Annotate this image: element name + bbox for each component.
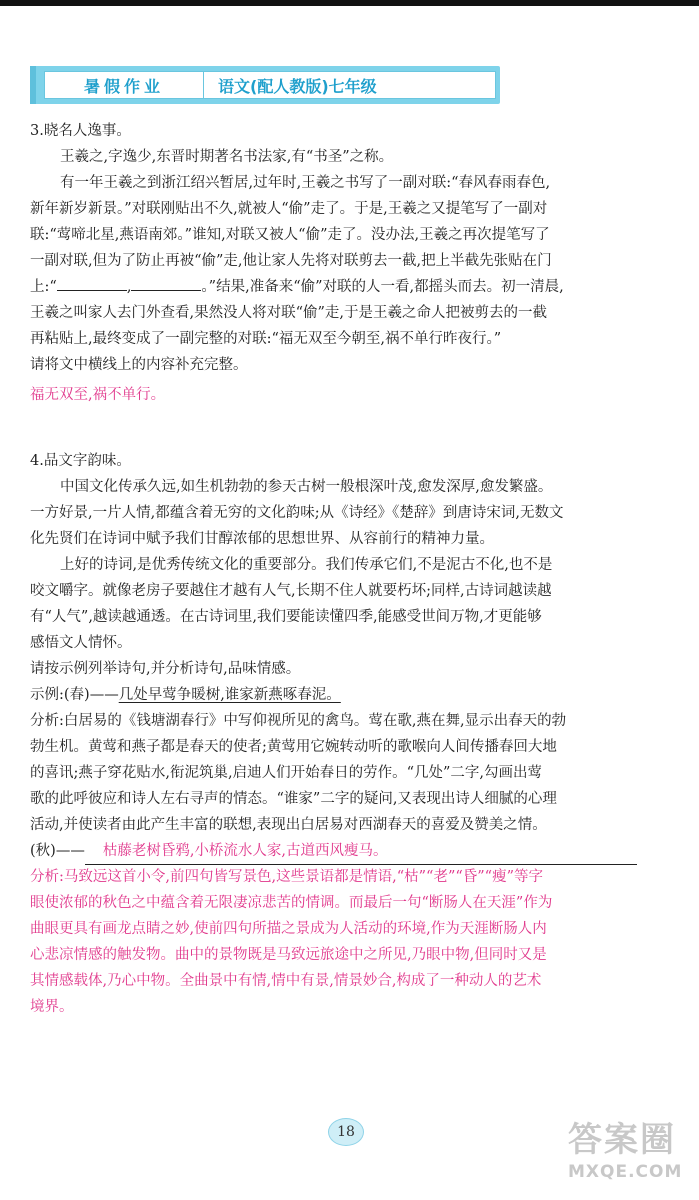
q4-example: [30, 682, 670, 708]
q4-para2-line: 有“人气”,越读越通透。在古诗词里,我们要能读懂四季,能感受世间万物,才更能够: [30, 609, 542, 625]
q4-para1-line: 中国文化传承久远,如生机勃勃的参天古树一般根深叶茂,愈发深厚,愈发繁盛。: [60, 479, 553, 495]
top-edge-bar: [0, 0, 699, 6]
watermark-title: 答案圈: [568, 1120, 676, 1160]
q4-analysis-line: 分析:白居易的《钱塘湖春行》中写仰视所见的禽鸟。莺在歌,燕在舞,显示出春天的勃: [30, 713, 567, 729]
page-content: [30, 118, 670, 1020]
q3-blank-line: [30, 274, 670, 300]
page-number: 18: [328, 1118, 364, 1146]
q4-autumn-analysis-line: 境界。: [30, 999, 74, 1015]
q4-title: 4.品文字韵味。: [30, 453, 131, 469]
q4-analysis-line: 活动,并使读者由此产生丰富的联想,表现出白居易对西湖春天的喜爱及赞美之情。: [30, 817, 547, 833]
q3-para2-line: 有一年王羲之到浙江绍兴暂居,过年时,王羲之书写了一副对联:“春风春雨春色,: [60, 175, 551, 191]
q3-blank-1[interactable]: [57, 274, 127, 291]
q4-para2-line: 感悟文人情怀。: [30, 635, 132, 651]
q4-autumn-analysis-line: 分析:马致远这首小令,前四句皆写景色,这些景语都是情语,“枯”“老”“昏”“瘦”等字: [30, 869, 544, 885]
q3-paragraph-1: 王羲之,字逸少,东晋时期著名书法家,有“书圣”之称。: [60, 149, 394, 165]
q4-autumn-analysis-line: 其情感载体,乃心中物。全曲景中有情,情中有景,情景妙合,构成了一种动人的艺术: [30, 973, 542, 989]
header-subject-label: 语文(配人教版)七年级: [218, 76, 377, 96]
q4-autumn-analysis-line: 曲眼更具有画龙点睛之妙,使前四句所描之景成为人活动的环境,作为天涯断肠人内: [30, 921, 547, 937]
q4-example-poem: 几处早莺争暖树,谁家新燕啄春泥。: [118, 687, 341, 703]
watermark-url: MXQE.COM: [568, 1162, 683, 1182]
q3-blank-2[interactable]: [131, 274, 201, 291]
q4-autumn-analysis-line: 眼使浓郁的秋色之中蕴含着无限凄凉悲苦的情调。而最后一句“断肠人在天涯”作为: [30, 895, 553, 911]
q4-autumn-row: [30, 838, 670, 864]
q3-blank-suffix: 。”结果,准备来“偷”对联的人一看,都摇头而去。初一清晨,: [201, 279, 564, 295]
q3-blank-prefix: 上:“: [30, 279, 57, 295]
q4-analysis-line: 勃生机。黄莺和燕子都是春天的使者;黄莺用它婉转动听的歌喉向人间传播春回大地: [30, 739, 557, 755]
q3-prompt: 请将文中横线上的内容补充完整。: [30, 357, 248, 373]
q4-analysis-line: 歌的此呼彼应和诗人左右寻声的情态。“谁家”二字的疑问,又表现出诗人细腻的心理: [30, 791, 557, 807]
header-box: [44, 71, 496, 99]
q3-para2-line: 一副对联,但为了防止再被“偷”走,他让家人先将对联剪去一截,把上半截先张贴在门: [30, 253, 552, 269]
header-workbook-label: 暑假作业: [45, 72, 204, 98]
q3-para2-line: 新年新岁新景。”对联刚贴出不久,就被人“偷”走了。于是,王羲之又提笔写了一副对: [30, 201, 548, 217]
q4-autumn-analysis-line: 心悲凉情感的触发物。曲中的景物既是马致远旅途中之所见,乃眼中物,但同时又是: [30, 947, 547, 963]
q4-analysis-line: 的喜讯;燕子穿花贴水,衔泥筑巢,启迪人们开始春日的劳作。“几处”二字,勾画出莺: [30, 765, 543, 781]
q3-para2-line: 联:“莺啼北星,燕语南郊。”谁知,对联又被人“偷”走了。没办法,王羲之再次提笔写了: [30, 227, 550, 243]
header-accent-strip: [30, 66, 36, 104]
watermark-logo: [568, 1118, 688, 1190]
q4-autumn-prefix: (秋)——: [30, 843, 85, 859]
q4-para1-line: 化先贤们在诗词中赋予我们甘醇浓郁的思想世界、从容前行的精神力量。: [30, 531, 494, 547]
q3-para2-line: 再粘贴上,最终变成了一副完整的对联:“福无双至今朝至,祸不单行昨夜行。”: [30, 331, 502, 347]
q4-example-prefix: 示例:(春)——: [30, 687, 119, 703]
q4-autumn-answer[interactable]: 枯藤老树昏鸦,小桥流水人家,古道西风瘦马。: [85, 838, 637, 865]
q4-para1-line: 一方好景,一片人情,都蕴含着无穷的文化韵味;从《诗经》《楚辞》到唐诗宋词,无数文: [30, 505, 564, 521]
header-band: [30, 66, 500, 104]
q3-para2-line: 王羲之叫家人去门外查看,果然没人将对联“偷”走,于是王羲之命人把被剪去的一截: [30, 305, 548, 321]
q4-para2-line: 咬文嚼字。就像老房子要越住才越有人气,长期不住人就要朽坏;同样,古诗词越读越: [30, 583, 552, 599]
q4-para2-line: 上好的诗词,是优秀传统文化的重要部分。我们传承它们,不是泥古不化,也不是: [60, 557, 553, 573]
q3-answer: 福无双至,祸不单行。: [30, 387, 166, 403]
q3-blank-separator: ,: [126, 279, 132, 295]
q3-title: 3.晓名人逸事。: [30, 123, 131, 139]
q4-prompt: 请按示例列举诗句,并分析诗句,品味情感。: [30, 661, 301, 677]
